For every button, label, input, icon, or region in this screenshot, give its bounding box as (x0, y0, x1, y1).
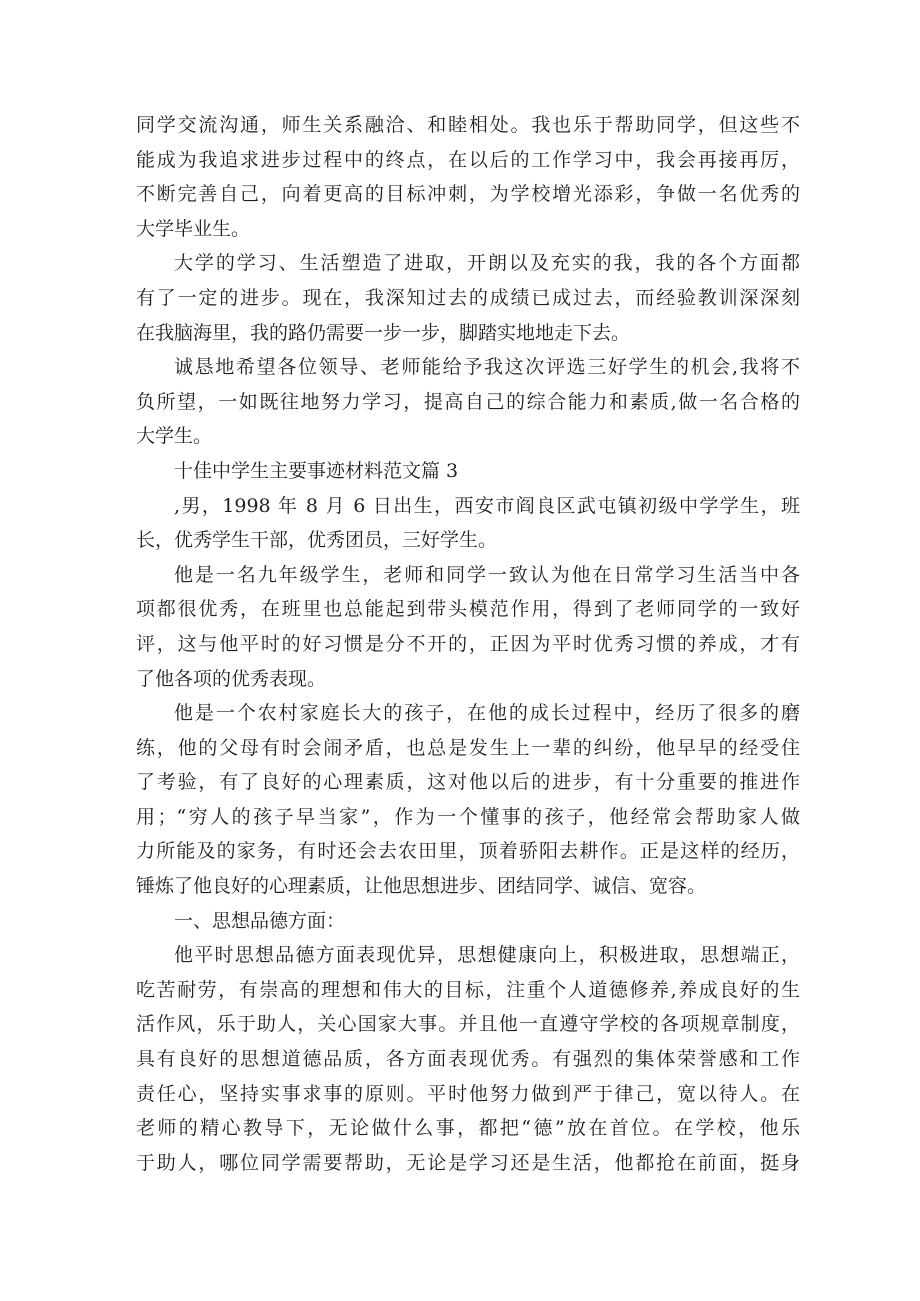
text-line: 负所望，一如既往地努力学习，提高自己的综合能力和素质,做一名合格的 (136, 390, 800, 413)
text-line: 于助人，哪位同学需要帮助，无论是学习还是生活，他都抢在前面，挺身 (136, 1151, 800, 1174)
text-line: 老师的精心教导下，无论做什么事，都把“德”放在首位。在学校，他乐 (136, 1117, 800, 1140)
text-line: 大学毕业生。 (136, 217, 251, 240)
text-line: 他是一名九年级学生，老师和同学一致认为他在日常学习生活当中各 (174, 563, 800, 586)
text-line: 锤炼了他良好的心理素质，让他思想进步、团结同学、诚信、宽容。 (136, 875, 707, 898)
text-line: ,男，1998 年 8 月 6 日出生，西安市阎良区武屯镇初级中学学生，班 (174, 494, 800, 517)
text-line: 他平时思想品德方面表现优异，思想健康向上，积极进取，思想端正， (174, 944, 800, 967)
text-line: 有了一定的进步。现在，我深知过去的成绩已成过去，而经验教训深深刻 (136, 286, 800, 309)
text-line: 评，这与他平时的好习惯是分不开的，正因为平时优秀习惯的养成，才有 (136, 632, 800, 655)
text-line: 他是一个农村家庭长大的孩子，在他的成长过程中，经历了很多的磨 (174, 702, 800, 725)
text-line: 不断完善自己，向着更高的目标冲刺，为学校增光添彩，争做一名优秀的 (136, 183, 800, 206)
text-line: 长，优秀学生干部，优秀团员，三好学生。 (136, 529, 498, 552)
text-line: 同学交流沟通，师生关系融洽、和睦相处。我也乐于帮助同学，但这些不 (136, 114, 800, 136)
document-body (136, 108, 800, 1180)
text-line: 力所能及的家务，有时还会去农田里，顶着骄阳去耕作。正是这样的经历， (136, 840, 800, 863)
text-line: 练，他的父母有时会闹矛盾，也总是发生上一辈的纠纷，他早早的经受住 (136, 736, 800, 759)
text-line: 了考验，有了良好的心理素质，这对他以后的进步，有十分重要的推进作 (136, 771, 800, 794)
text-line: 诚恳地希望各位领导、老师能给予我这次评选三好学生的机会,我将不 (174, 356, 800, 379)
text-line: 活作风，乐于助人，关心国家大事。并且他一直遵守学校的各项规章制度， (136, 1013, 800, 1036)
text-line: 能成为我追求进步过程中的终点，在以后的工作学习中，我会再接再厉， (136, 148, 800, 171)
text-line: 用；“穷人的孩子早当家”，作为一个懂事的孩子，他经常会帮助家人做 (136, 805, 800, 828)
text-line: 十佳中学生主要事迹材料范文篇 3 (174, 459, 459, 482)
text-line: 大学的学习、生活塑造了进取，开朗以及充实的我，我的各个方面都 (174, 252, 800, 275)
text-line: 具有良好的思想道德品质，各方面表现优秀。有强烈的集体荣誉感和工作 (136, 1048, 800, 1071)
text-line: 吃苦耐劳，有崇高的理想和伟大的目标，注重个人道德修养,养成良好的生 (136, 978, 800, 1001)
text-line: 项都很优秀，在班里也总能起到带头模范作用，得到了老师同学的一致好 (136, 598, 800, 621)
text-line: 大学生。 (136, 425, 213, 448)
text-line: 了他各项的优秀表现。 (136, 667, 327, 690)
text-line: 一、思想品德方面： (174, 909, 346, 932)
text-line: 责任心，坚持实事求事的原则。平时他努力做到严于律己，宽以待人。在 (136, 1082, 800, 1105)
text-line: 在我脑海里，我的路仍需要一步一步，脚踏实地地走下去。 (136, 321, 631, 344)
